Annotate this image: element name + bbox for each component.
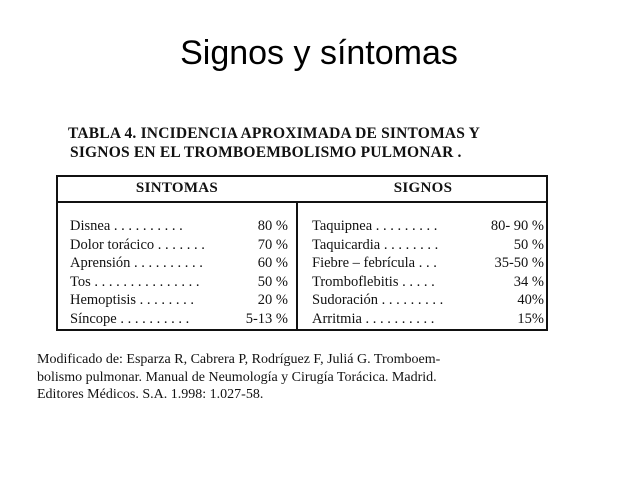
caption-line-2: SIGNOS EN EL TROMBOEMBOLISMO PULMONAR . [70,144,462,161]
row-value: 35-50 % [494,255,544,272]
sintomas-column [70,217,288,329]
table-row [312,291,544,310]
table-row [312,254,544,273]
row-name: Sudoración . . . . . . . . . [312,292,444,309]
row-value: 34 % [513,273,544,290]
table-row [70,273,288,292]
row-value: 70 % [257,236,288,253]
table-row [312,236,544,255]
header-sintomas: SINTOMAS [135,180,219,196]
table-row [70,236,288,255]
row-value: 5-13 % [245,310,288,327]
row-name: Tos . . . . . . . . . . . . . . . [70,273,200,290]
row-value: 50 % [257,273,288,290]
row-name: Disnea . . . . . . . . . . [70,218,183,234]
table-row [70,217,288,236]
row-value: 15% [517,310,544,327]
row-name: Taquipnea . . . . . . . . . [312,218,438,234]
header-divider [58,201,546,203]
slide-title: Signos y síntomas [180,34,458,72]
row-name: Fiebre – febrícula . . . [312,255,437,272]
table-row [312,217,544,236]
column-divider [296,201,298,329]
row-name: Dolor torácico . . . . . . . [70,236,205,253]
source-footnote [37,351,597,404]
row-value: 80- 90 % [490,218,544,234]
row-name: Aprensión . . . . . . . . . . [70,255,203,272]
row-value: 40% [517,292,544,309]
table-row [70,291,288,310]
row-value: 20 % [257,292,288,309]
row-value: 50 % [513,236,544,253]
row-name: Síncope . . . . . . . . . . [70,310,190,327]
row-name: Arritmia . . . . . . . . . . [312,310,435,327]
footnote-line-1: Modificado de: Esparza R, Cabrera P, Rodríguez F, Juliá G. Tromboem- [37,352,441,367]
table-row [312,310,544,329]
footnote-line-2: bolismo pulmonar. Manual de Neumología y Cirugía Torácica. Madrid. [37,369,437,385]
row-value: 80 % [257,218,288,234]
row-name: Tromboflebitis . . . . . [312,273,435,290]
row-name: Taquicardia . . . . . . . . [312,236,439,253]
table-row [70,254,288,273]
table-caption [68,124,568,162]
table-row [312,273,544,292]
header-signos: SIGNOS [393,180,453,196]
row-value: 60 % [257,255,288,272]
signos-column [312,217,544,329]
row-name: Hemoptisis . . . . . . . . [70,292,195,309]
caption-line-1: TABLA 4. INCIDENCIA APROXIMADA DE SINTOMAS Y [68,125,481,142]
incidence-table [56,175,548,331]
table-row [70,310,288,329]
footnote-line-3: Editores Médicos. S.A. 1.998: 1.027-58. [37,387,264,402]
